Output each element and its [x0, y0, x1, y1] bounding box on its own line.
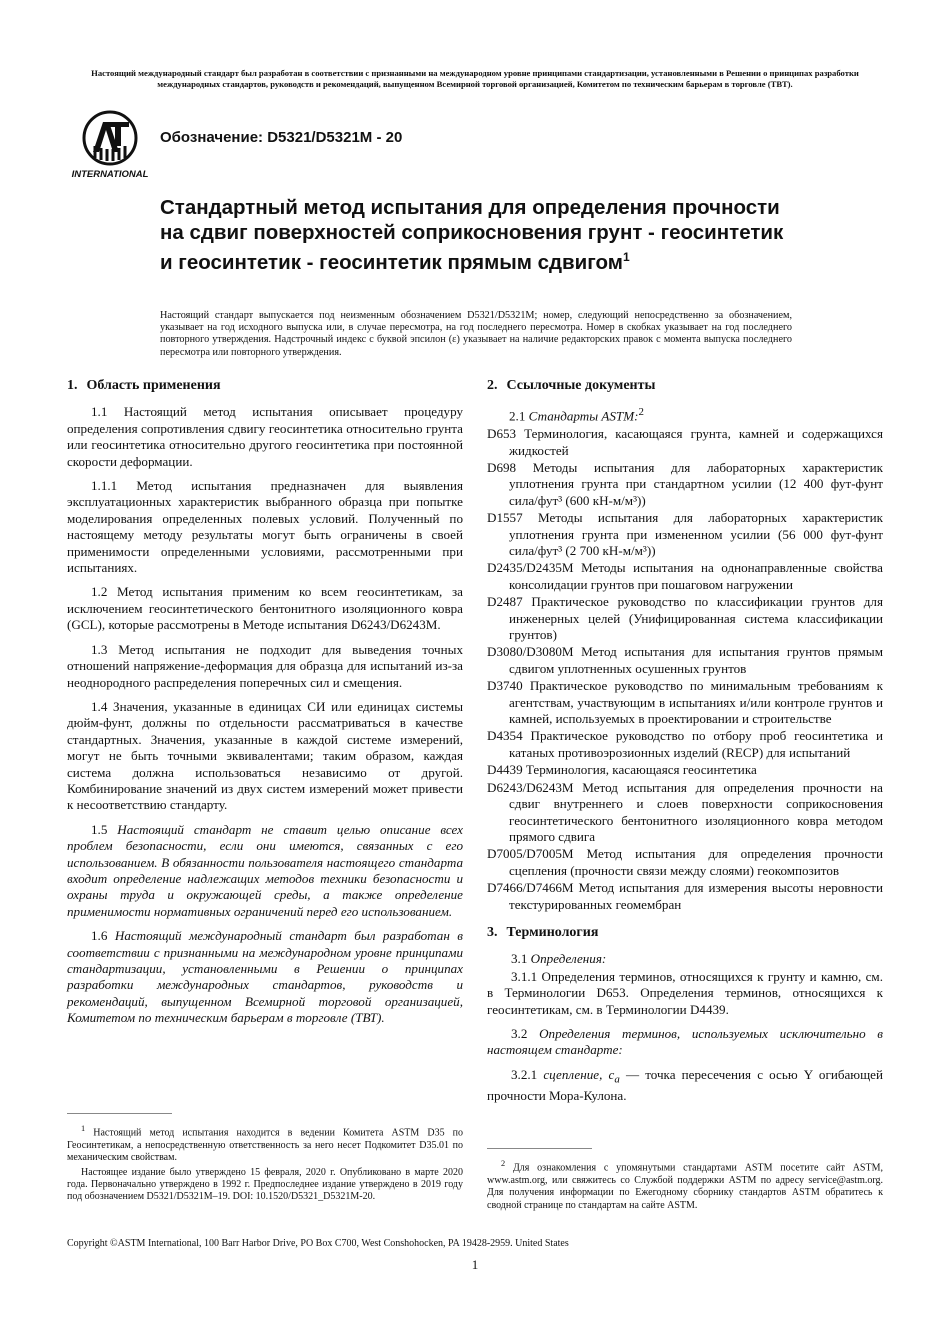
para-1-3: 1.3 Метод испытания не подходит для выведения точных отношений напряжение-деформация для образца для испытаний из-за неоднородного распределения поперечных сил и смещения. [67, 641, 463, 690]
ref-d1557: D1557 Методы испытания для лабораторных характеристик уплотнения грунта при измененном усилии (56 000 фут-фунт сила/фут³ (2 700 кН-м/м³)) [487, 510, 883, 559]
subsection-2-1-number: 2.1 [509, 408, 526, 424]
section-1-heading [67, 378, 463, 394]
footnote-2 [487, 1158, 883, 1212]
ref-d698: D698 Методы испытания для лабораторных характеристик уплотнения грунта при стандартном усилии (12 400 фут-фунт сила/фут³ (600 кН-м/м³)) [487, 459, 883, 508]
para-3-1-1: 3.1.1 Определения терминов, относящихся к грунту и камню, см. в Терминологии D653. Определения терминов, относящихся к геосинтетикам, см. в Терминологии D4439. [487, 968, 883, 1017]
para-1-6-text: Настоящий международный стандарт был разработан в соответствии с признанными на международном уровне принципами стандартизации, установленными в Решении о принципах разработки международных стандартов, руководств и рекомендаций, выпущенном Всемирной торговой организацией, Комитетом по техническим барьерам в торговле (ТВТ). [67, 928, 463, 1026]
footnote-1-text: Настоящий метод испытания находится в ведении Комитета ASTM D35 по Геосинтетикам, а непосредственную ответственность за него несет Подкомитет D35.01 по механическим свойствам. [67, 1127, 464, 1164]
para-3-2 [487, 1026, 883, 1059]
footnote-rule [67, 1113, 172, 1114]
term-cohesion: сцепление, [543, 1066, 603, 1082]
para-1-5 [67, 822, 463, 920]
subsection-2-1-label: Стандарты ASTM: [528, 408, 639, 424]
footnote-1-mark: 1 [81, 1124, 86, 1133]
title-text: Стандартный метод испытания для определения прочности на сдвиг поверхностей соприкосновения грунт - геосинтетик и геосинтетик - геосинтетик прямым сдвигом [160, 196, 784, 274]
para-3-2-number: 3.2 [511, 1025, 528, 1041]
section-3-heading [487, 925, 883, 941]
para-1-5-text: Настоящий стандарт не ставит целью описание всех проблем безопасности, если они имеются, связанных с его использованием. В обязанности пользователя настоящего стандарта входит определение надлежащих методов техники безопасности и охраны труда и окружающей среды, а также определение применимости нормативных ограничений перед его использованием. [67, 821, 463, 919]
designation: Обозначение: D5321/D5321M - 20 [160, 129, 403, 146]
section-1-number: 1. [67, 378, 78, 393]
para-3-1 [487, 951, 883, 967]
ref-d2487: D2487 Практическое руководство по классификации грунтов для инженерных целей (Унифицированная система классификации грунтов) [487, 594, 883, 643]
para-3-2-1-number: 3.2.1 [511, 1066, 538, 1082]
para-3-2-1 [487, 1067, 883, 1104]
preface: Настоящий стандарт выпускается под неизменным обозначением D5321/D5321M; номер, следующий непосредственно за обозначением, указывает на год исходного выпуска или, в случае пересмотра, на год последнего пересмотра. Номер в скобках указывает на год последнего повторного утверждения. Надстрочный индекс с буквой эпсилон (ε) указывает на наличие редакторских правок с момента выпуска последнего пересмотра или повторного утверждения. [160, 310, 792, 358]
page-number: 1 [471, 1257, 479, 1272]
section-2-number: 2. [487, 378, 498, 393]
para-3-1-number: 3.1 [511, 951, 528, 967]
term-definition: — точка пересечения с осью Y огибающей прочности Мора-Кулона. [487, 1066, 883, 1103]
ref-d6243: D6243/D6243M Метод испытания для определения прочности на сдвиг внутреннего и слоев поверхности соприкосновения геосинтетического бентонитного изоляционного ковра методом прямого сдвига [487, 779, 883, 844]
footnotes-right [487, 1148, 883, 1214]
astm-logo [65, 108, 155, 180]
ref-d653: D653 Терминология, касающаяся грунта, камней и содержащихся жидкостей [487, 426, 883, 458]
ref-d4439: D4439 Терминология, касающаяся геосинтетика [487, 762, 757, 778]
footnote-2-text: Для ознакомления с упомянутыми стандартами ASTM посетите сайт ASTM, www.astm.org, или свяжитесь со Службой поддержки ASTM по адресу service@astm.org. Для получения информации по Ежегодному сборнику стандартов ASTM обратитесь к сводной странице по стандартам на сайте ASTM. [487, 1162, 883, 1211]
ref-d4354: D4354 Практическое руководство по отбору проб геосинтетика и катаных противоэрозионных изделий (RECP) для испытаний [487, 728, 883, 760]
left-column [67, 378, 463, 1035]
para-1-5-number: 1.5 [91, 821, 108, 837]
section-2-title: Ссылочные документы [506, 378, 656, 393]
ref-d7466: D7466/D7466M Метод испытания для измерения высоты неровности текстурированных геомембран [487, 880, 883, 912]
right-column [487, 378, 883, 1112]
section-1-title: Область применения [86, 378, 221, 393]
document-title [160, 196, 800, 275]
footnote-1 [67, 1123, 463, 1165]
section-2-heading [487, 378, 883, 394]
copyright: Copyright ©ASTM International, 100 Barr Harbor Drive, PO Box C700, West Conshohocken, PA 19428-2959. United States [67, 1238, 569, 1249]
ref-d3740: D3740 Практическое руководство по минимальным требованиям к агентствам, участвующим в испытаниях и/или контроле грунтов и камней, используемых в проектировании и строительстве [487, 678, 883, 727]
para-3-2-text: Определения терминов, используемых исключительно в настоящем стандарте: [487, 1025, 883, 1058]
footnote-rule-right [487, 1148, 592, 1149]
ref-d7005: D7005/D7005M Метод испытания для определения прочности сцепления (прочности связи между слоями) геокомпозитов [487, 846, 883, 878]
ref-d2435: D2435/D2435M Методы испытания на однонаправленные свойства консолидации грунтов при пошаговом нагружении [487, 560, 883, 592]
para-1-1: 1.1 Настоящий метод испытания описывает процедуру определения сопротивления сдвигу геосинтетика относительно грунта или геосинтетика относительно другого геосинтетика при постоянной скорости деформации. [67, 404, 463, 469]
para-1-6-number: 1.6 [91, 928, 108, 944]
footnote-2-ref: 2 [638, 406, 644, 419]
header-notice: Настоящий международный стандарт был разработан в соответствии с признанными на международном уровне принципами стандартизации, установленными в Решении о принципах разработки международных стандартов, руководств и рекомендаций, выпущенном Всемирной торговой организацией, Комитетом по техническим барьерам в торговле (ТВТ). [91, 68, 859, 89]
subsection-2-1 [487, 404, 883, 425]
section-3-title: Терминология [506, 924, 599, 940]
para-1-6 [67, 928, 463, 1026]
ref-d3080: D3080/D3080M Метод испытания для испытания грунтов прямым сдвигом уплотненных осушенных грунтов [487, 644, 883, 676]
title-footnote-mark: 1 [622, 250, 630, 264]
footnote-1b: Настоящее издание было утверждено 15 февраля, 2020 г. Опубликовано в марте 2020 года. Первоначально утверждено в 1992 г. Предпоследнее издание утверждено в 2019 году под обозначением D5321/D5321M–19. DOI: 10.1520/D5321_D5321M-20. [67, 1166, 463, 1203]
para-1-4: 1.4 Значения, указанные в единицах СИ или единицах системы дюйм-фунт, должны по отдельности рассматриваться в качестве стандартных. Значения, указанные в каждой системе измерений, могут не быть точными эквивалентами; таким образом, каждая система должна использоваться независимо от другой. Комбинирование значений из двух систем измерений может привести к несоответствию стандарту. [67, 698, 463, 813]
para-1-1-1: 1.1.1 Метод испытания предназначен для выявления эксплуатационных характеристик выбранного образца при попытке моделирования определенных полевых условий. Полученный по настоящему методу результаты могут быть ограничены в своей применимости определенными условиями, рассмотренными при испытаниях. [67, 478, 463, 576]
section-3-number: 3. [487, 924, 498, 940]
para-1-2: 1.2 Метод испытания применим ко всем геосинтетикам, за исключением геосинтетического бентонитного изоляционного ковра (GCL), которые рассмотрены в Методе испытания D6243/D6243M. [67, 584, 463, 633]
term-symbol: c [608, 1066, 615, 1082]
para-3-1-text: Определения: [530, 951, 607, 967]
footnotes-left [67, 1113, 463, 1206]
term-symbol-subscript: a [614, 1073, 620, 1086]
logo-text: INTERNATIONAL [71, 169, 149, 180]
footnote-2-mark: 2 [501, 1159, 506, 1168]
